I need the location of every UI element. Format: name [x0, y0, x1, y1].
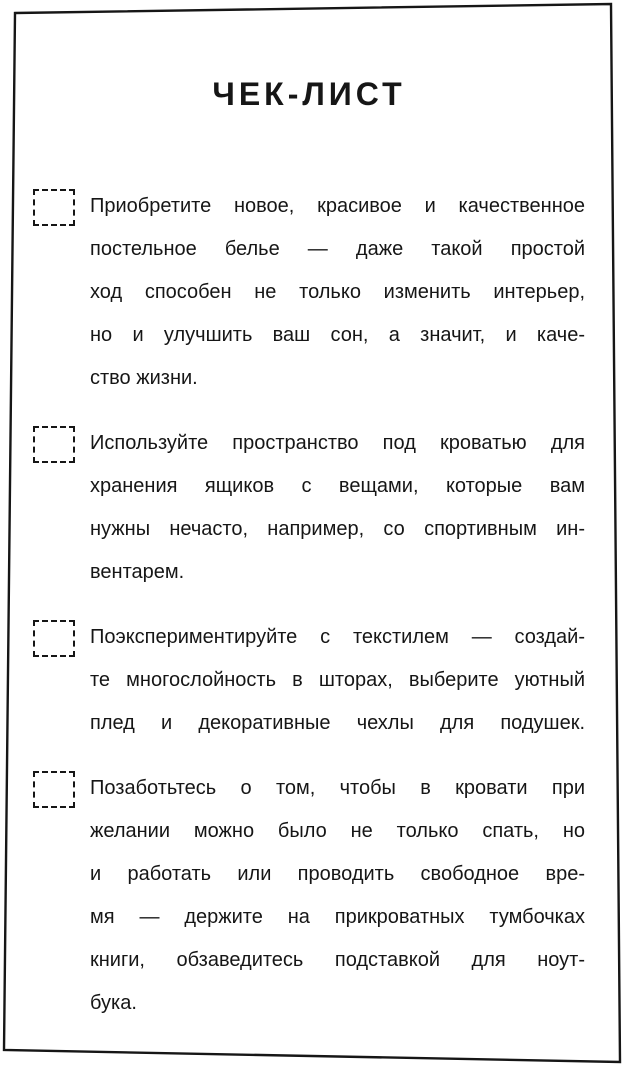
checklist-item [33, 616, 585, 745]
text-line: Используйте пространство под кроватью для [90, 432, 585, 454]
text-line: Поэкспериментируйте с текстилем — создай- [90, 626, 585, 648]
text-line: ход способен не только изменить интерьер, [90, 281, 585, 303]
text-line: Позаботьтесь о том, чтобы в кровати при [90, 777, 585, 799]
checkbox[interactable] [33, 189, 75, 226]
page-title: ЧЕК-ЛИСТ [212, 76, 406, 112]
text-line: плед и декоративные чехлы для подушек. [90, 712, 585, 734]
text-line: мя — держите на прикроватных тумбочках [90, 906, 585, 928]
item-text [90, 616, 585, 745]
item-text [90, 422, 585, 594]
text-line: те многослойность в шторах, выберите уютный [90, 669, 585, 691]
text-line: вентарем. [90, 561, 185, 583]
item-text [90, 767, 585, 1025]
checklist [33, 185, 585, 1025]
text-line: хранения ящиков с вещами, которые вам [90, 475, 585, 497]
text-line: Приобретите новое, красивое и качественное [90, 195, 585, 217]
text-line: постельное белье — даже такой простой [90, 238, 585, 260]
text-line: книги, обзаведитесь подставкой для ноут- [90, 949, 585, 971]
text-line: желании можно было не только спать, но [90, 820, 585, 842]
text-line: но и улучшить ваш сон, а значит, и каче- [90, 324, 585, 346]
text-line: ство жизни. [90, 367, 198, 389]
text-line: и работать или проводить свободное вре- [90, 863, 585, 885]
checkbox[interactable] [33, 620, 75, 657]
checklist-item [33, 185, 585, 400]
checkbox[interactable] [33, 426, 75, 463]
checkbox[interactable] [33, 771, 75, 808]
checklist-item [33, 767, 585, 1025]
text-line: бука. [90, 992, 137, 1014]
item-text [90, 185, 585, 400]
text-line: нужны нечасто, например, со спортивным ин- [90, 518, 585, 540]
checklist-item [33, 422, 585, 594]
